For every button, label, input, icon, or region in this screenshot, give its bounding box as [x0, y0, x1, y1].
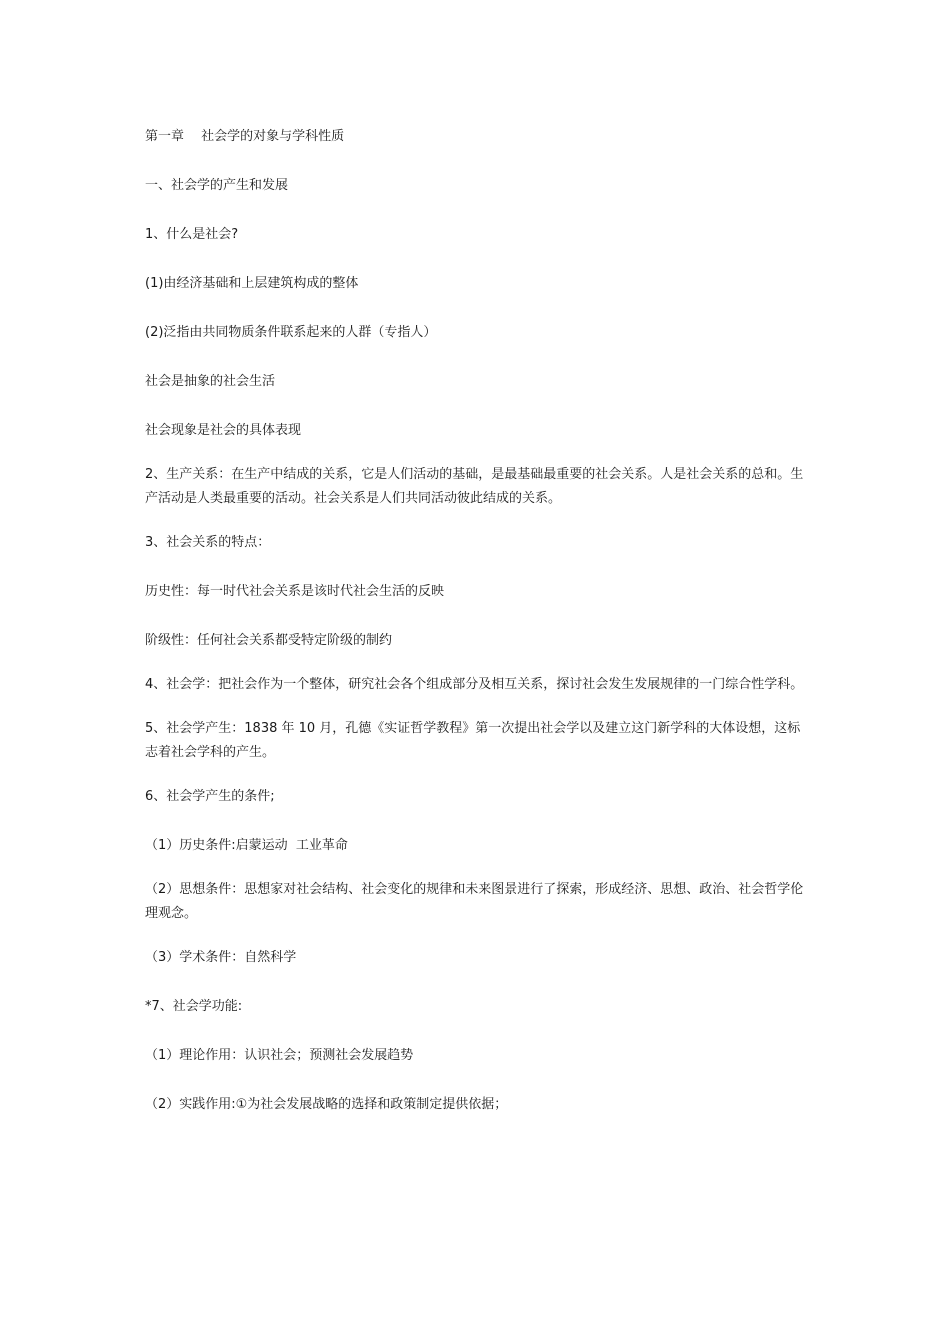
paragraph: 社会现象是社会的具体表现: [145, 423, 302, 438]
document-body: [145, 125, 810, 1117]
paragraph: （2）实践作用:①为社会发展战略的选择和政策制定提供依据；: [145, 1097, 508, 1112]
paragraph: （1）历史条件:启蒙运动 工业革命: [145, 838, 348, 853]
paragraph: 4、社会学：把社会作为一个整体，研究社会各个组成部分及相互关系，探讨社会发生发展规律的一门综合性学科。: [145, 677, 804, 692]
paragraph: 5、社会学产生：1838 年 10 月，孔德《实证哲学教程》第一次提出社会学以及建立这门新学科的大体设想，这标志着社会学科的产生。: [145, 721, 801, 760]
paragraph: 2、生产关系：在生产中结成的关系，它是人们活动的基础，是最基础最重要的社会关系。人是社会关系的总和。生产活动是人类最重要的活动。社会关系是人们共同活动彼此结成的关系。: [145, 467, 804, 506]
paragraph: （1）理论作用：认识社会；预测社会发展趋势: [145, 1048, 414, 1063]
paragraph: (2)泛指由共同物质条件联系起来的人群（专指人）: [145, 325, 437, 340]
chapter-title: 第一章 社会学的对象与学科性质: [145, 129, 345, 144]
paragraph: 6、社会学产生的条件;: [145, 789, 275, 804]
section-heading: 一、社会学的产生和发展: [145, 178, 289, 193]
paragraph: *7、社会学功能:: [145, 999, 243, 1014]
paragraph: 历史性：每一时代社会关系是该时代社会生活的反映: [145, 584, 445, 599]
paragraph: （3）学术条件：自然科学: [145, 950, 297, 965]
paragraph: 3、社会关系的特点：: [145, 535, 271, 550]
paragraph: 社会是抽象的社会生活: [145, 374, 276, 389]
paragraph: （2）思想条件：思想家对社会结构、社会变化的规律和未来图景进行了探索，形成经济、思想、政治、社会哲学伦理观念。: [145, 882, 804, 921]
paragraph: 阶级性：任何社会关系都受特定阶级的制约: [145, 633, 393, 648]
paragraph: (1)由经济基础和上层建筑构成的整体: [145, 276, 359, 291]
paragraph: 1、什么是社会?: [145, 227, 239, 242]
